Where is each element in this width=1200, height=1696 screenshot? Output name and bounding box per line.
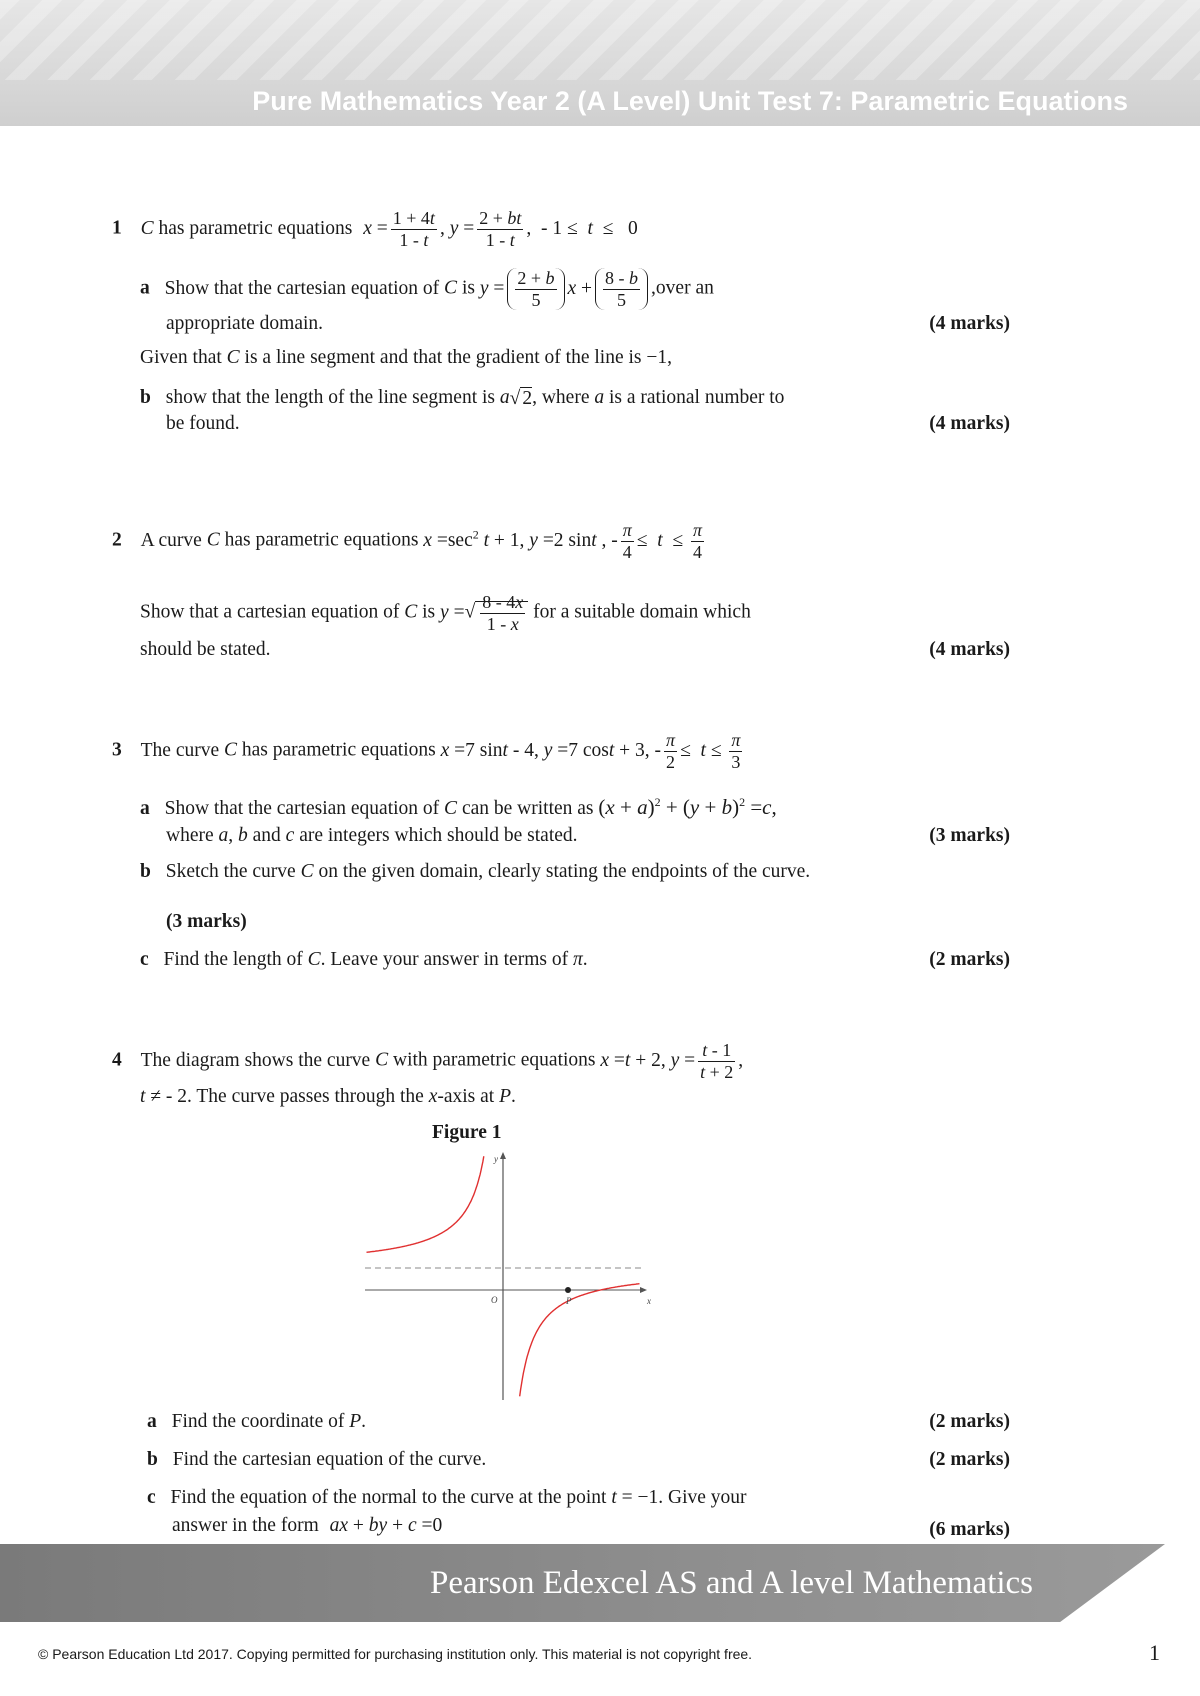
question-text: The curve [140,739,220,761]
question-text: for a suitable domain which [533,601,751,623]
question-4c-line-1: c Find the equation of the normal to the curve at the point t = −1. Give your [147,1487,747,1508]
page-number: 1 [1149,1640,1160,1665]
question-1b-line-1: b show that the length of the line segment is a√ 2, where a is a rational number to [140,387,785,409]
question-3a-line-2: where a, b and c are integers which should be stated. [166,825,578,846]
question-1a-line-1: a Show that the cartesian equation of C is y = $\frac{2 + b}{5}$ x + $\frac{8 - b}{5}$ ,over an [140,268,714,310]
question-text: is a line segment and that the gradient of the line is −1, [244,347,672,368]
figure-title: Figure 1 [432,1122,502,1143]
figure-1-graph [360,1150,660,1404]
question-2-line-2: Show that a cartesian equation of C is y =√ $\frac{8 - 4x}{1 - x}$ for a suitable domain which [140,592,751,634]
page-title: Pure Mathematics Year 2 (A Level) Unit Test 7: Parametric Equations [252,86,1128,116]
question-1b-line-2: be found. [166,413,240,434]
footer-brand: Pearson Edexcel AS and A level Mathematics [430,1565,1034,1601]
question-number: 4 [112,1049,122,1071]
question-1-given: Given that C is a line segment and that the gradient of the line is −1, [140,347,672,368]
x-axis-label: x [647,1296,651,1306]
question-text: Show that the cartesian equation of [164,277,440,299]
question-2-line-3: should be stated. [140,639,271,660]
question-3-line-1: 3 The curve C has parametric equations x =7 sint - 4, y =7 cost + 3, - $\frac{\pi}{2}$ ≤ t ≤ $\frac{\pi}{3}$ [112,730,741,772]
part-label: a [140,277,150,299]
point-p-marker [565,1287,571,1293]
part-label: b [140,387,151,408]
question-text: . The curve passes through the [187,1086,424,1107]
question-text: show that the length of the line segment is [165,387,496,408]
question-text: answer in the form [172,1515,319,1536]
question-3c-line-1: c Find the length of C. Leave your answer in terms of π. [140,949,588,970]
question-text: has parametric equations [158,217,353,239]
question-3a-line-1: a Show that the cartesian equation of C can be written as $(x + a)^2 + (y + b)^2 =c$, [140,795,777,819]
marks-2: (4 marks) [929,639,1010,660]
question-text: has parametric equations [241,739,436,761]
question-4b-line-1 [147,1450,486,1470]
header-decoration [0,0,1200,80]
question-text: with parametric equations [392,1049,596,1071]
question-text: Show that a cartesian equation of [140,601,400,623]
marks-1a: (4 marks) [929,313,1010,334]
header-band [0,0,1200,126]
question-4a-line-1: a Find the coordinate of P. [147,1411,367,1432]
y-axis-label: y [494,1154,498,1164]
marks-3a: (3 marks) [929,825,1010,846]
question-text: The diagram shows the curve [140,1049,371,1071]
curve-right-branch [520,1284,640,1397]
question-text: and [252,825,281,846]
part-label: c [147,1487,156,1508]
question-4-line-2: t ≠ - 2. The curve passes through the x-axis at P. [140,1086,516,1107]
copyright-notice: © Pearson Education Ltd 2017. Copying permitted for purchasing institution only. This material is not copyright free. [38,1646,753,1662]
marks-4c: (6 marks) [929,1519,1010,1540]
question-text: -axis at [437,1086,495,1107]
question-text: Sketch the curve [165,861,296,882]
question-text: where [166,825,214,846]
marks-4a: (2 marks) [929,1411,1010,1432]
question-text: . Give your [658,1487,747,1508]
question-text: is a rational number to [608,387,785,408]
question-text: are integers which should be stated. [299,825,578,846]
question-number: 1 [112,217,122,239]
question-4-line-1: 4 The diagram shows the curve C with parametric equations x =t + 2, y = $\frac{t - 1}{t + 2}$ , [112,1040,744,1082]
question-text: on the given domain, clearly stating the endpoints of the curve. [318,861,811,882]
question-text: , where [532,387,590,408]
part-label: b [147,1449,158,1470]
part-label: c [140,949,149,970]
origin-label: O [491,1295,498,1305]
question-text: Find the cartesian equation of the curve. [172,1449,487,1470]
part-label: b [140,861,151,882]
question-text: has parametric equations [224,529,419,551]
question-text: can be written as [461,798,594,819]
question-text: is [422,601,436,623]
y-axis-arrow [500,1152,506,1159]
part-label: a [140,798,150,819]
marks-1b: (4 marks) [929,413,1010,434]
question-number: 3 [112,739,122,761]
question-text: Find the equation of the normal to the curve at the point [170,1487,607,1508]
point-p-label: P [566,1296,572,1306]
question-text: Given that [140,347,222,368]
question-3b-line-1: b Sketch the curve C on the given domain, clearly stating the endpoints of the curve. [140,861,811,882]
x-axis-arrow [640,1287,647,1293]
question-text: A curve [140,529,202,551]
question-1-line-1: 1 C has parametric equations x = $\frac{1 + 4t}{1 - t}$ , y = $\frac{2 + bt}{1 - t}$ , - 1 ≤ t ≤ 0 [112,208,638,250]
marks-4b: (2 marks) [929,1449,1010,1470]
part-label: a [147,1411,157,1432]
question-text: . Leave your answer in terms of [320,949,569,970]
question-number: 2 [112,529,122,551]
question-1a-line-2: appropriate domain. [166,313,324,334]
marks-3c: (2 marks) [929,949,1010,970]
question-4c-line-2: answer in the form ax + by + c =0 [172,1515,443,1536]
question-text: Find the coordinate of [171,1411,345,1432]
question-2-line-1: 2 A curve C has parametric equations $x =\sec^2$ t + 1, y =2 sint , - $\frac{\pi}{4}$ ≤ t ≤ $\frac{\pi}{4}$ [112,520,703,562]
question-text: Find the length of [163,949,303,970]
question-text: ,over an [651,277,714,299]
question-text: Show that the cartesian equation of [164,798,440,819]
marks-3b: (3 marks) [166,911,247,932]
curve-left-branch [367,1156,484,1252]
